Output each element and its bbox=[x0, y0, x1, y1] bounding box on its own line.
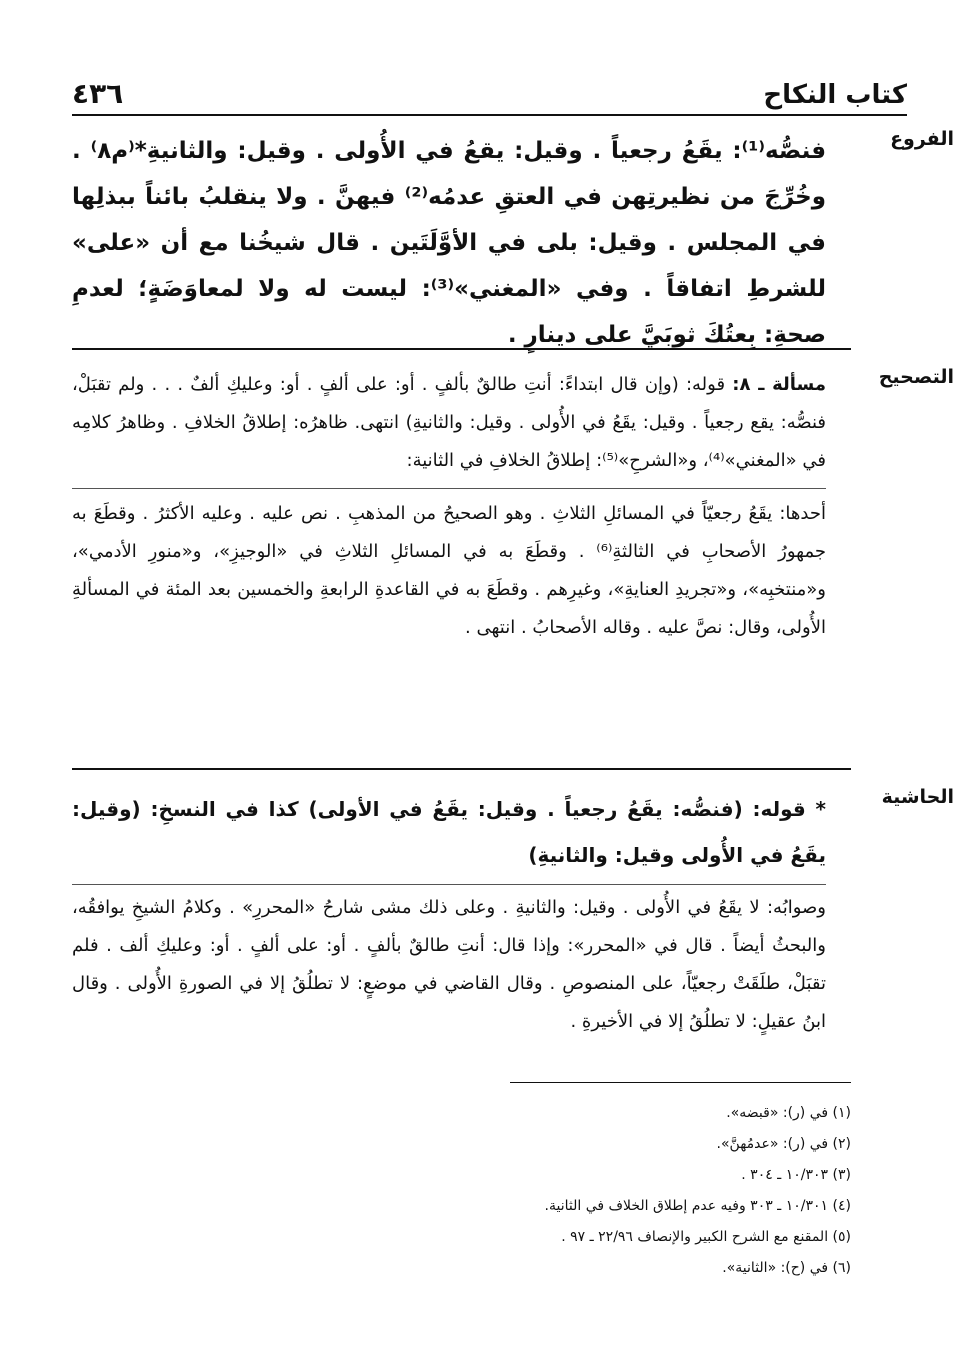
section-divider bbox=[72, 348, 851, 350]
tashih-body bbox=[72, 366, 826, 647]
tashih-paragraph-1 bbox=[72, 366, 826, 480]
section-label-furu: الفروع bbox=[890, 128, 954, 150]
section-label-tashih: التصحيح bbox=[878, 366, 954, 388]
tashih-paragraph-2: أحدها: يقَعُ رجعيّاً في المسائلِ الثلاثِ . وهو الصحيحُ من المذهبِ . نص عليه . وعليه الأكثرُ . وقطَعَ به جمهورُ الأصحابِ في الثالثةِ⁽⁶⁾ . وقطَعَ به في المسائلِ الثلاثِ في «الوجيزِ»، و«منورِ الأدمي»، و«منتخبِه»، و«تجريدِ العنايةِ»، وغيرِهم . وقطَعَ به في القاعدةِ الرابعةِ والخمسين بعد المئة في المسألةِ الأُولى، وقال: نصَّ عليه . وقاله الأصحابُ . انتهى . bbox=[72, 488, 826, 647]
footnote: (٦) في (ح): «الثانية». bbox=[722, 1260, 851, 1276]
masala-number: مسألة ـ ٨: bbox=[732, 374, 826, 395]
section-furu bbox=[72, 128, 954, 348]
section-hashiya bbox=[72, 786, 954, 1076]
hashiya-paragraph: وصوابُه: لا يقَعُ في الأُولى . وقيل: والثانيةِ . وعلى ذلك مشى شارحُ «المحررِ» . وكلامُ الشيخِ يوافقُه، والبحثُ أيضاً . قال في «المحرر»: وإذا قال: أنتِ طالقٌ بألفٍ . أو: على ألفٍ . أو: وعليكِ ألف . فلم تقبَلْ، طلَقَتْ رجعيّاً، على المنصوصِ . وقال القاضي في موضعٍ: لا تطلُقُ إلا في الصورةِ الأُولى . وقال ابنُ عقيلٍ: لا تطلُقُ إلا في الأخيرةِ . bbox=[72, 884, 826, 1041]
running-header bbox=[72, 70, 907, 116]
tashih-paragraph-1-text: قوله: (وإن قال ابتداءً: أنتِ طالقٌ بألفٍ . أو: على ألفٍ . أو: وعليكِ ألفٌ . . . ولم تقبَلْ، فنصُّه: يقع رجعياً . وقيل: يقَعُ في الأُولى . وقيل: والثانيةِ) انتهى. ظاهرُه: إطلاقُ الخلافِ . وظاهرُ كلامِه في «المغني»⁽⁴⁾، و«الشرحِ»⁽⁵⁾: إطلاقُ الخلافِ في الثانية: bbox=[72, 374, 826, 471]
footnote: (٣) ١٠/٣٠٣ ـ ٣٠٤ . bbox=[741, 1167, 851, 1183]
book-title: كتاب النكاح bbox=[763, 80, 907, 110]
section-label-hashiya: الحاشية bbox=[881, 786, 954, 808]
hashiya-body bbox=[72, 786, 826, 1041]
footnote: (٢) في (ر): «عدمُهنَّ». bbox=[716, 1136, 851, 1152]
footnote-rule bbox=[510, 1082, 851, 1083]
footnote: (٥) المقنع مع الشرح الكبير والإنصاف ٢٢/٩٦ ـ ٩٧ . bbox=[561, 1229, 851, 1245]
hashiya-heading: * قوله: (فنصُّه: يقَعُ رجعياً . وقيل: يقَعُ في الأولى) كذا في النسخِ: (وقيل: يقَعُ في الأُولى وقيل: والثانيةِ) bbox=[72, 797, 826, 867]
section-tashih bbox=[72, 366, 954, 756]
furu-text: فنصُّه⁽¹⁾: يقَعُ رجعياً . وقيل: يقعُ في الأُولى . وقيل: والثانيةِ*⁽م٨⁾ . وخُرِّجَ من نظيرتِهن في العتقِ عدمُه⁽²⁾ فيهنَّ . ولا ينقلبُ بائناً ببذلِها في المجلس . وقيل: بلى في الأوَّلَتَين . قال شيخُنا مع أن «على» للشرطِ اتفاقاً . وفي «المغني»⁽³⁾: ليست له ولا لمعاوَضَةٍ؛ لعدمِ صحةِ: بِعتُكَ ثوبَيَّ على دينارٍ . bbox=[72, 138, 827, 348]
footnote: (١) في (ر): «قبضه». bbox=[726, 1105, 851, 1121]
furu-body bbox=[72, 128, 826, 358]
page-number: ٤٣٦ bbox=[72, 77, 124, 110]
section-divider bbox=[72, 768, 851, 770]
footnotes bbox=[72, 1098, 851, 1284]
footnote: (٤) ١٠/٣٠١ ـ ٣٠٣ وفيه عدم إطلاق الخلاف في الثانية. bbox=[544, 1198, 851, 1214]
